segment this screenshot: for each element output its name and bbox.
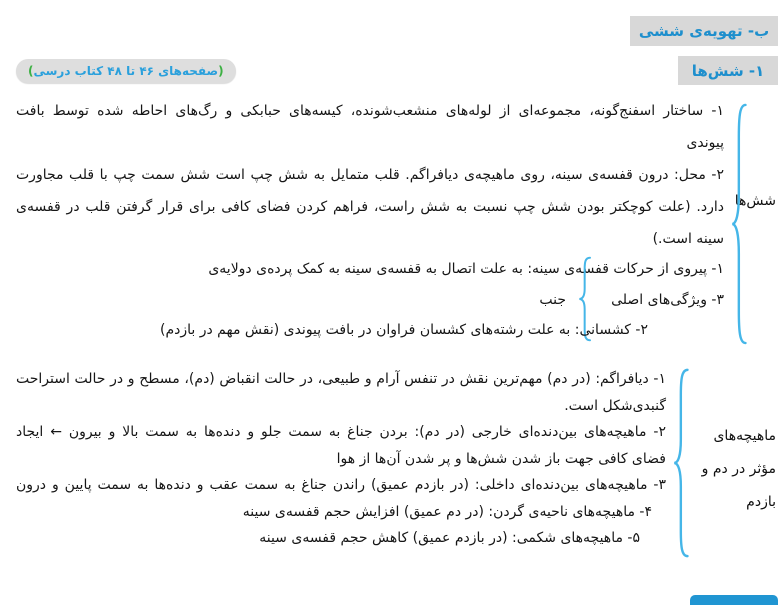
feature-item-line: ۱- پیروی از حرکات قفسه‌ی سینه: به علت اتصال به قفسه‌ی سینه به کمک پرده‌ی دولایه‌ی [208,261,724,277]
lungs-brace-label: شش‌ها [734,193,776,209]
content-line: سینه است.) [652,231,724,247]
muscles-brace [670,366,690,560]
feature-item-line: ۲- کشسانی: به علت رشته‌های کشسان فراوان در بافت پیوندی (نقش مهم در بازدم) [159,322,648,338]
muscles-brace-label [690,420,776,519]
content-line: ۲- ماهیچه‌های بین‌دنده‌ای خارجی (در دم): بردن جناغ به سمت جلو و دنده‌ها به سمت بالا و بیرون ← ایجاد [16,424,666,440]
subsection-title: ۱- شش‌ها [691,61,765,80]
pages-note: صفحه‌های ۴۶ تا ۴۸ کتاب درسی [33,64,219,78]
content-line: ۳- ماهیچه‌های بین‌دنده‌ای داخلی: (در بازدم عمیق) راندن جناغ به سمت عقب و دنده‌ها به سمت پایین و درون [16,477,666,493]
content-line: ۲- محل: درون قفسه‌ی سینه، روی ماهیچه‌ی دیافراگم. قلب متمایل به شش چپ است شش سمت چپ با قلب مجاورت [16,167,724,183]
section-title: ب- تهویه‌ی ششی [638,22,770,40]
muscles-label-line: مؤثر در دم و [701,461,776,477]
content-line: ۱- دیافراگم: (در دم) مهم‌ترین نقش در تنفس آرام و طبیعی، در حالت انقباض (دم)، مسطح و در حالت استراحت [16,371,666,387]
content-line: دارد. (علت کوچکتر بودن شش چپ نسبت به شش راست، فراهم کردن فضای کافی برای قرار گرفتن قلب در قفسه‌ی [16,199,724,215]
open-paren: ( [218,64,224,78]
close-paren: ) [28,64,34,78]
muscles-label-line: ماهیچه‌های [713,428,776,444]
content-line: فضای کافی جهت باز شدن شش‌ها و پر شدن آن‌ها از هوا [336,451,666,467]
content-line: ۵- ماهیچه‌های شکمی: (در بازدم عمیق) کاهش حجم قفسه‌ی سینه [259,530,640,546]
textbook-pages-badge [16,59,236,83]
content-line: ۴- ماهیچه‌های ناحیه‌ی گردن: (در دم عمیق) افزایش حجم قفسه‌ی سینه [242,504,652,520]
content-line: گنبدی‌شکل است. [564,398,666,414]
bottom-accent-bar [690,595,778,605]
lungs-brace [728,100,748,348]
feature-item-wrap: جنب [539,292,566,308]
section-title-badge [630,16,778,46]
subsection-title-badge [678,56,778,85]
muscles-label-line: بازدم [746,494,776,510]
content-line: پیوندی [686,135,724,151]
features-label: ۳- ویژگی‌های اصلی [611,292,724,308]
content-line: ۱- ساختار اسفنج‌گونه، مجموعه‌ای از لوله‌های منشعب‌شونده، کیسه‌های حبابکی و رگ‌های احاطه شده توسط بافت [16,103,724,119]
